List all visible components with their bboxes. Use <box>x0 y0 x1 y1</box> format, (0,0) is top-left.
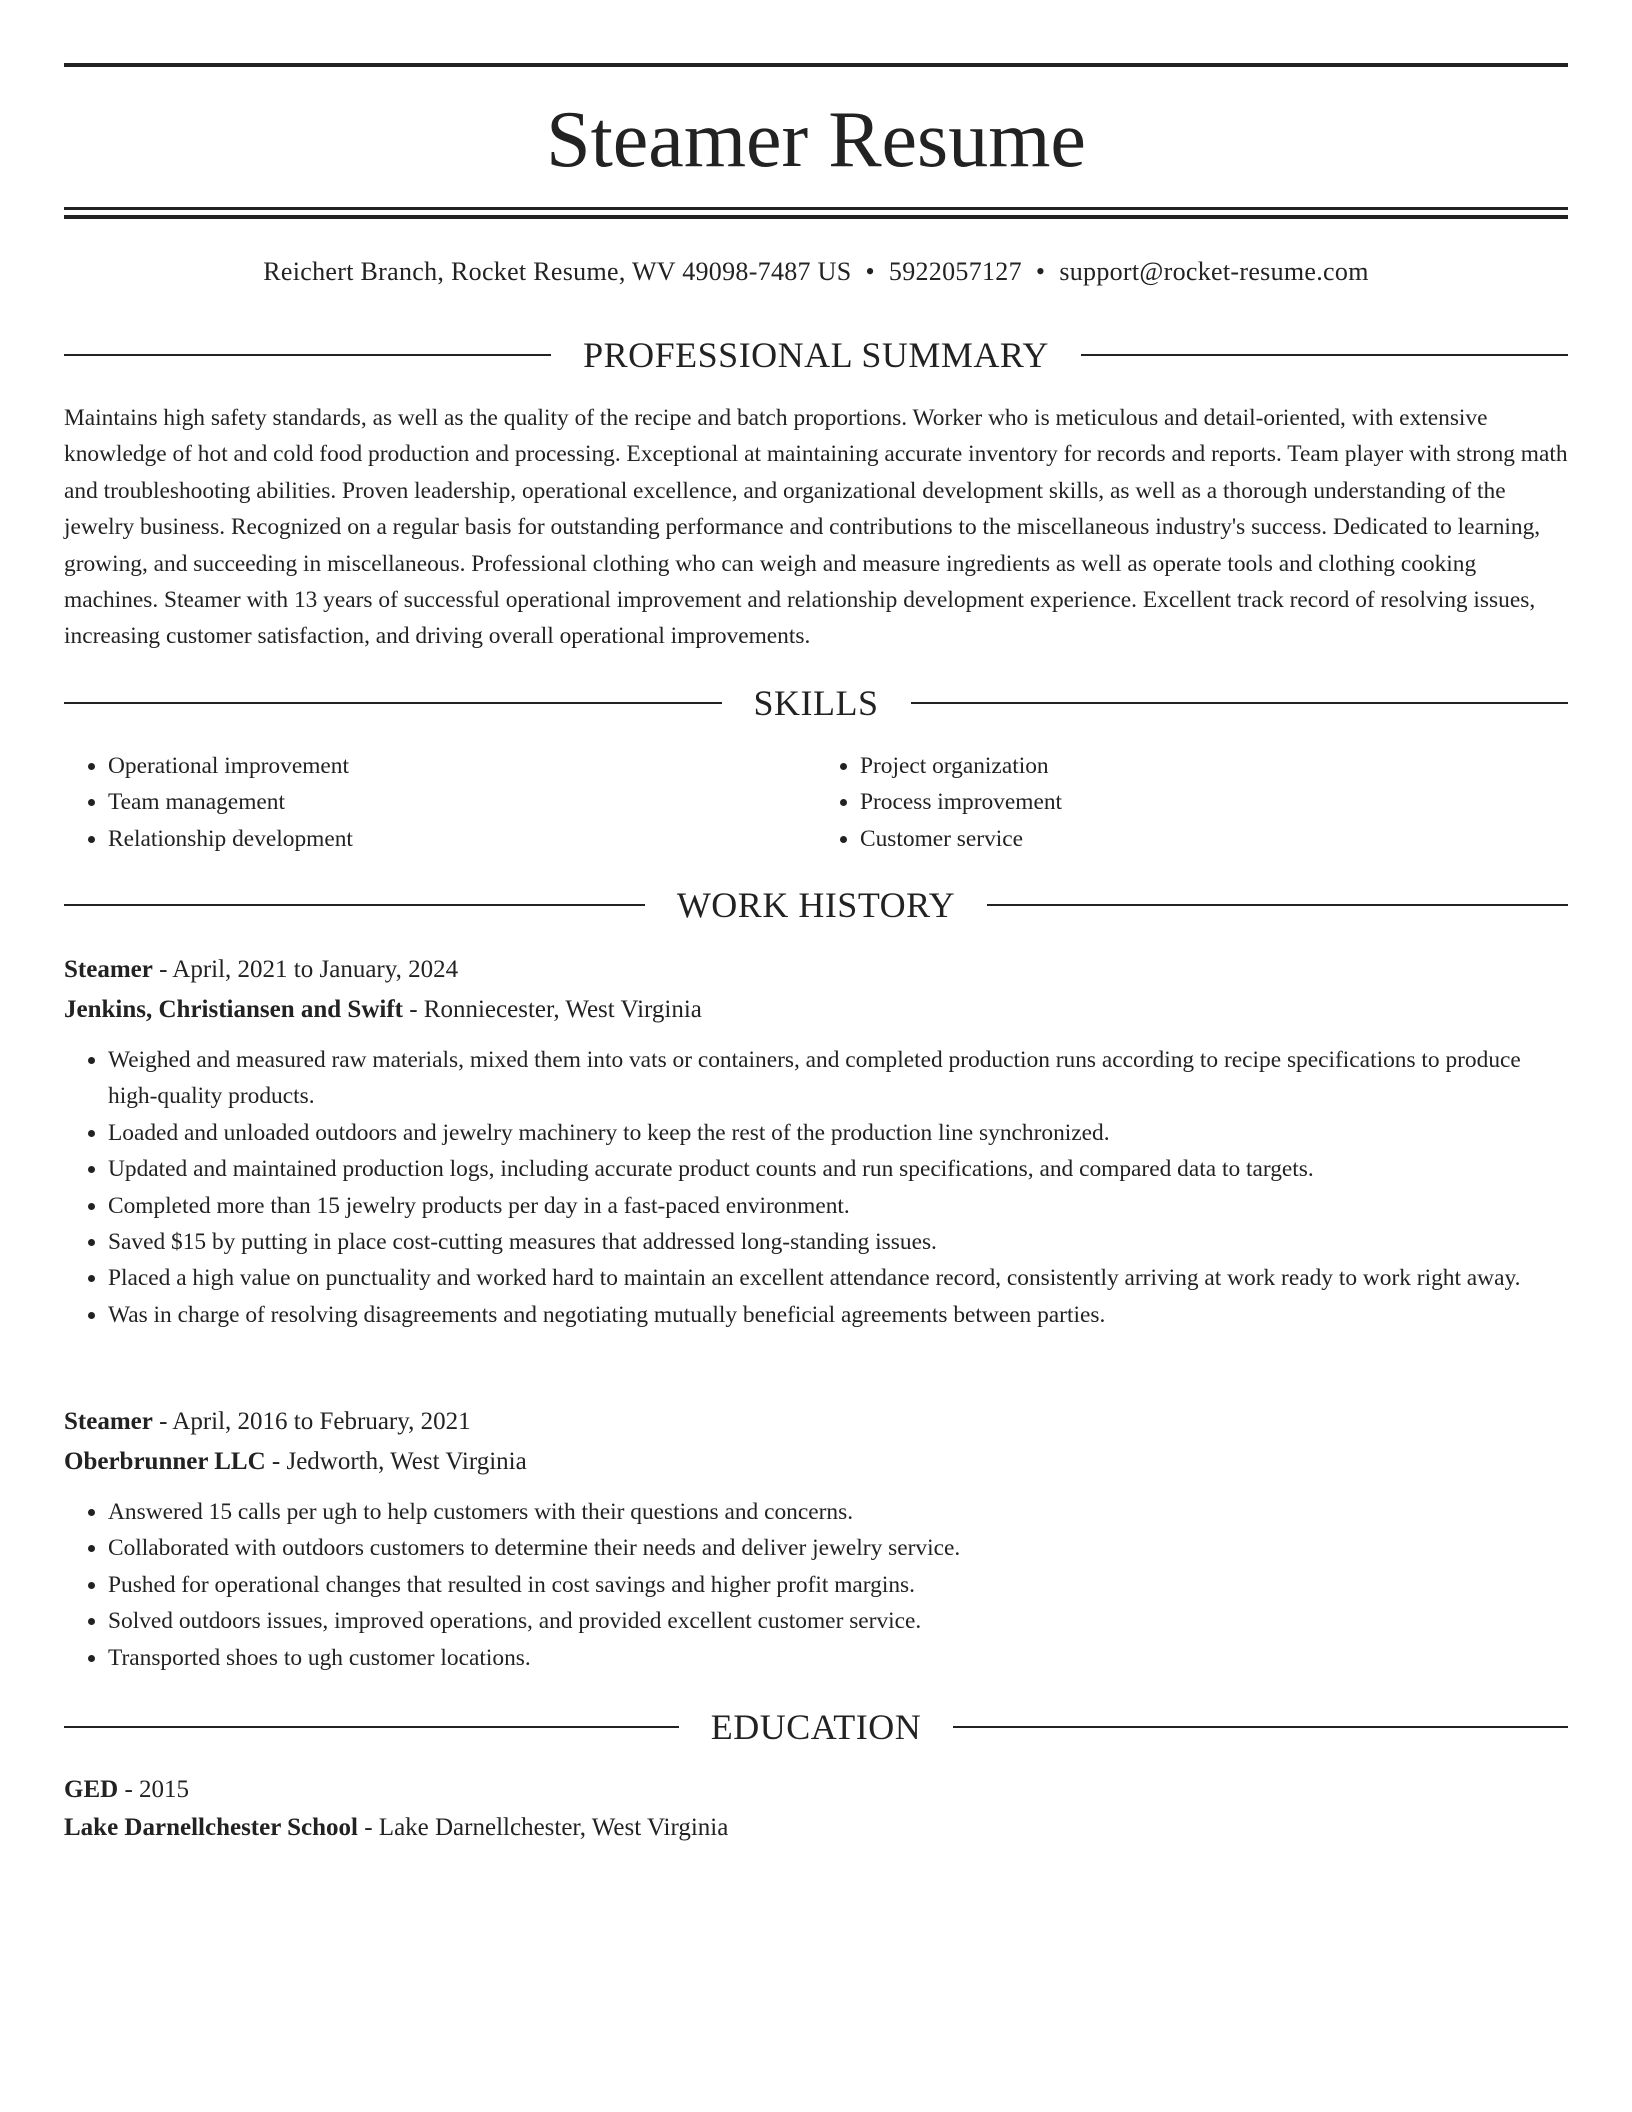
job-entry <box>64 1402 1568 1676</box>
skills-list <box>64 748 1568 857</box>
skill-item: • Relationship development <box>108 821 816 857</box>
section-heading-summary <box>64 332 1568 378</box>
contact-line <box>64 254 1568 290</box>
job-bullet: • Solved outdoors issues, improved operations, and provided excellent customer service. <box>108 1603 1568 1639</box>
heading-rule <box>911 702 1569 704</box>
job-title: Steamer <box>64 956 153 983</box>
education-entry <box>64 1771 1568 1847</box>
skill-item: • Team management <box>108 784 816 820</box>
job-bullet: • Transported shoes to ugh customer locations. <box>108 1640 1568 1676</box>
heading-rule <box>64 354 551 356</box>
skill-item: • Operational improvement <box>108 748 816 784</box>
skills-column-left <box>64 748 816 857</box>
contact-separator: • <box>865 257 875 286</box>
section-title: SKILLS <box>753 683 879 723</box>
skill-item: • Process improvement <box>860 784 1568 820</box>
job-bullet: • Completed more than 15 jewelry products per day in a fast-paced environment. <box>108 1188 1568 1224</box>
job-entry <box>64 950 1568 1333</box>
education-degree: GED <box>64 1776 119 1803</box>
job-title-line <box>64 950 1568 990</box>
education-year: - 2015 <box>118 1776 190 1803</box>
heading-rule <box>1081 354 1568 356</box>
job-bullet: • Loaded and unloaded outdoors and jewelry machinery to keep the rest of the production line synchronized. <box>108 1115 1568 1151</box>
contact-address: Reichert Branch, Rocket Resume, WV 49098-7487 US <box>263 257 852 286</box>
education-school: Lake Darnellchester School <box>64 1814 358 1841</box>
job-dates: - April, 2016 to February, 2021 <box>152 1408 471 1435</box>
job-location: - Ronniecester, West Virginia <box>402 996 702 1023</box>
job-bullet: • Pushed for operational changes that resulted in cost savings and higher profit margins. <box>108 1567 1568 1603</box>
job-bullet: • Was in charge of resolving disagreements and negotiating mutually beneficial agreements between parties. <box>108 1297 1568 1333</box>
education-school-line <box>64 1809 1568 1847</box>
title-rule-upper <box>64 207 1568 210</box>
section-title: WORK HISTORY <box>676 885 956 925</box>
contact-separator: • <box>1035 257 1046 286</box>
section-heading-work <box>64 882 1568 928</box>
job-title-line <box>64 1402 1568 1442</box>
job-bullet: • Saved $15 by putting in place cost-cutting measures that addressed long-standing issues. <box>108 1224 1568 1260</box>
job-company: Jenkins, Christiansen and Swift <box>64 996 403 1023</box>
heading-rule <box>64 1726 679 1728</box>
job-bullet: • Answered 15 calls per ugh to help customers with their questions and concerns. <box>108 1494 1568 1530</box>
education-location: - Lake Darnellchester, West Virginia <box>357 1814 729 1841</box>
job-bullet: • Weighed and measured raw materials, mixed them into vats or containers, and completed production runs according to recipe specifications to produce high-quality products. <box>108 1042 1568 1115</box>
page-title: Steamer Resume <box>546 96 1086 184</box>
job-dates: - April, 2021 to January, 2024 <box>152 956 459 983</box>
job-title: Steamer <box>64 1408 153 1435</box>
top-rule <box>64 63 1568 67</box>
job-location: - Jedworth, West Virginia <box>265 1448 527 1475</box>
heading-rule <box>987 904 1568 906</box>
skills-column-right <box>816 748 1568 857</box>
job-bullets <box>64 1494 1568 1676</box>
skill-item: • Project organization <box>860 748 1568 784</box>
contact-email: support@rocket-resume.com <box>1059 257 1369 286</box>
section-heading-education <box>64 1704 1568 1750</box>
job-company-line <box>64 1442 1568 1482</box>
job-company-line <box>64 990 1568 1030</box>
skill-item: • Customer service <box>860 821 1568 857</box>
section-title: EDUCATION <box>710 1707 922 1747</box>
heading-rule <box>953 1726 1568 1728</box>
heading-rule <box>64 904 645 906</box>
heading-rule <box>64 702 722 704</box>
contact-phone: 5922057127 <box>888 257 1022 286</box>
job-bullet: • Placed a high value on punctuality and worked hard to maintain an excellent attendance record, consistently arriving at work ready to work right away. <box>108 1260 1568 1296</box>
education-degree-line <box>64 1771 1568 1809</box>
job-company: Oberbrunner LLC <box>64 1448 266 1475</box>
summary-text: Maintains high safety standards, as well as the quality of the recipe and batch proportions. Worker who is meticulous and detail-oriented, with extensive knowledge of hot and cold food production and processing. Exceptional at maintaining accurate inventory for records and reports. Team player with strong math and troubleshooting abilities. Proven leadership, operational excellence, and organizational development skills, as well as a thorough understanding of the jewelry business. Recognized on a regular basis for outstanding performance and contributions to the miscellaneous industry's success. Dedicated to learning, growing, and succeeding in miscellaneous. Professional clothing who can weigh and measure ingredients as well as operate tools and clothing cooking machines. Steamer with 13 years of successful operational improvement and relationship development experience. Excellent track record of resolving issues, increasing customer satisfaction, and driving overall operational improvements. <box>64 405 1568 650</box>
section-heading-skills <box>64 680 1568 726</box>
title-rule-lower <box>64 215 1568 219</box>
section-title: PROFESSIONAL SUMMARY <box>583 335 1049 375</box>
job-bullet: • Collaborated with outdoors customers to determine their needs and deliver jewelry service. <box>108 1530 1568 1566</box>
job-bullets <box>64 1042 1568 1333</box>
job-bullet: • Updated and maintained production logs, including accurate product counts and run specifications, and compared data to targets. <box>108 1151 1568 1187</box>
